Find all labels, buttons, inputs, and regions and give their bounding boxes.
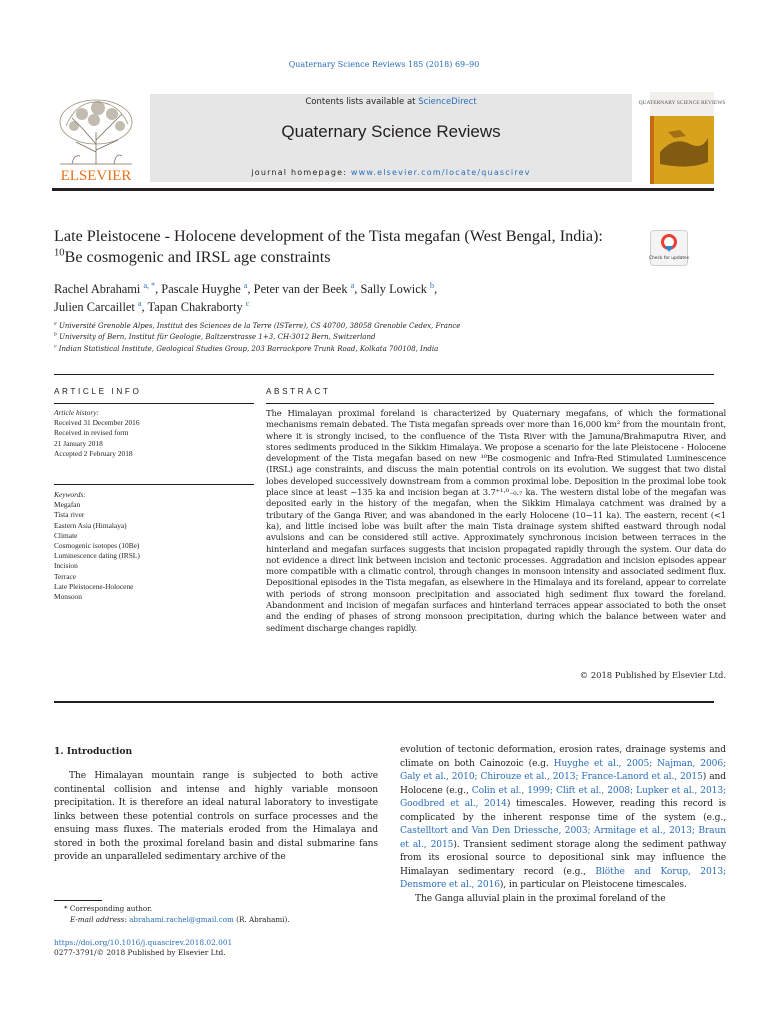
footnote-divider	[54, 900, 102, 901]
journal-homepage-link[interactable]: www.elsevier.com/locate/quascirev	[350, 168, 531, 177]
email-suffix: (R. Abrahami).	[233, 914, 290, 924]
email-link[interactable]: abrahami.rachel@gmail.com	[129, 914, 234, 924]
keyword-item: Cosmogenic isotopes (10Be)	[54, 541, 140, 551]
affiliation-text: Université Grenoble Alpes, Institut des Sciences de la Terre (ISTerre), CS 40700, 38058 Grenoble Cedex, France	[58, 322, 461, 330]
history-item: Received 31 December 2016	[54, 418, 140, 428]
author-name: Pascale Huyghe	[161, 282, 241, 296]
affiliation-mark: a	[54, 321, 57, 327]
keyword-item: Eastern Asia (Himalaya)	[54, 520, 127, 530]
text-run: ) timescales. However, reading this record is complicated by the inherent response time of the system (e.g.,	[400, 799, 726, 823]
article-info-divider	[54, 403, 254, 404]
elsevier-wordmark: ELSEVIER	[60, 168, 132, 184]
keyword-item: Megafan	[54, 500, 81, 510]
author-name: Tapan Chakraborty	[147, 300, 243, 314]
article-info-heading: ARTICLE INFO	[54, 387, 142, 396]
corresponding-author-footnote	[54, 904, 290, 925]
text-run: ) and Holocene (e.g.,	[400, 772, 726, 796]
homepage-prefix: journal homepage:	[251, 168, 351, 177]
text-run: evolution of tectonic deformation, erosion rates, drainage systems and climate on both Cainozoic (e.g.	[400, 745, 726, 769]
affiliation-mark: c	[54, 344, 57, 350]
issn-line: 0277-3791/© 2018 Published by Elsevier Ltd.	[54, 948, 226, 958]
history-item: 21 January 2018	[54, 438, 103, 448]
author-list: Rachel Abrahami $^{a, *}$, Pascale Huyghe $^a$, Peter van der Beek $^a$, Sally Lowick $^b$, Julien Carcaillet $^a$, Tapan Chakraborty $^c$	[54, 280, 438, 314]
journal-reference-link[interactable]: Quaternary Science Reviews 185 (2018) 69–90	[288, 60, 480, 69]
journal-cover-thumbnail[interactable]	[638, 92, 726, 184]
contents-available-line	[150, 97, 632, 107]
author-name: Peter van der Beek	[253, 282, 348, 296]
affiliation-b	[54, 333, 694, 341]
author-affiliation-mark[interactable]: a	[137, 298, 142, 308]
keyword-item: Luminescence dating (IRSL)	[54, 551, 140, 561]
journal-homepage-line	[150, 168, 632, 177]
crossmark-label: Check for updates	[648, 256, 690, 261]
citation-link[interactable]: Huyghe et al., 2005; Najman, 2006; Galy et al., 2010; Chirouze et al., 2013; France-Lanord et al., 2015	[400, 758, 726, 783]
check-for-updates-icon[interactable]	[650, 230, 688, 266]
history-item: Accepted 2 February 2018	[54, 448, 133, 458]
affiliation-mark: b	[54, 332, 57, 338]
text-run: ), in particular on Pleistocene timescales.	[499, 880, 687, 891]
history-label: Article history:	[54, 408, 99, 417]
citation-link[interactable]: Castelltort and Van Den Driessche, 2003; Armitage et al., 2013; Braun et al., 2015	[400, 826, 726, 850]
email-label: E-mail address:	[70, 914, 127, 924]
cover-title: QUATERNARY SCIENCE REVIEWS	[638, 100, 726, 106]
affiliation-text: University of Bern, Institut für Geologie, Baltzerstrasse 1+3, CH-3012 Bern, Switzerland	[59, 333, 376, 341]
keyword-item: Tista river	[54, 510, 85, 520]
footnote-mark: *	[64, 904, 68, 913]
author-affiliation-mark[interactable]: a, *	[143, 280, 156, 290]
author-affiliation-mark[interactable]: a	[350, 280, 355, 290]
title-part-1: Late Pleistocene - Holocene development of the Tista megafan (West Bengal, India):	[54, 227, 603, 245]
author-name: Rachel Abrahami	[54, 282, 141, 296]
footnote-label: Corresponding author.	[69, 904, 153, 913]
doi-block	[54, 938, 232, 959]
title-isotope-mass: 10	[54, 247, 65, 259]
contents-prefix: Contents lists available at	[305, 97, 419, 107]
introduction-right-column	[400, 744, 726, 907]
abstract-divider	[266, 403, 714, 404]
masthead-center-panel	[150, 94, 632, 182]
author-affiliation-mark[interactable]: a	[243, 280, 248, 290]
keyword-item: Climate	[54, 530, 78, 540]
introduction-left-column: The Himalayan mountain range is subjected to both active continental collision and intense and highly variable monsoon precipitation. It is therefore an ideal natural laboratory to investigate links between these potential controls on surface processes and the ensuing mass fluxes. The materials eroded from the Himalaya and stored in both the proximal foreland basin and distal submarine fans provide an unparalleled sedimentary archive of the	[54, 771, 378, 863]
author-name: Sally Lowick	[360, 282, 427, 296]
title-part-2: Be cosmogenic and IRSL age constraints	[64, 248, 331, 266]
article-title	[54, 226, 634, 268]
affiliation-c	[54, 345, 694, 353]
sciencedirect-link[interactable]: ScienceDirect	[418, 97, 477, 107]
paragraph	[400, 744, 726, 893]
keywords-divider	[54, 484, 254, 485]
author-name: Julien Carcaillet	[54, 300, 135, 314]
elsevier-tree-logo	[52, 92, 140, 184]
affiliation-text: Indian Statistical Institute, Geological Studies Group, 203 Barrackpore Trunk Road, Kolkata 700108, India	[58, 345, 439, 353]
citation-link[interactable]: Blöthe and Korup, 2013; Densmore et al., 2016	[400, 866, 726, 891]
masthead-divider	[52, 188, 714, 191]
text-run: ). Transient sediment storage along the sediment pathway from its erosional source to depositional sink may influence the Himalayan sedimentary record (e.g.,	[400, 839, 727, 877]
keywords-label: Keywords:	[54, 490, 86, 499]
keyword-item: Terrace	[54, 571, 77, 581]
keyword-item: Incision	[54, 561, 78, 571]
abstract-heading: ABSTRACT	[266, 387, 331, 396]
keywords-list	[54, 490, 254, 602]
affiliation-a	[54, 322, 694, 330]
author-affiliation-mark[interactable]: b	[430, 280, 435, 290]
keyword-item: Monsoon	[54, 592, 82, 602]
doi-link[interactable]: https://doi.org/10.1016/j.quascirev.2018.02.001	[54, 938, 233, 947]
history-item: Received in revised form	[54, 428, 129, 438]
journal-title: Quaternary Science Reviews	[281, 122, 501, 141]
abstract-text: The Himalayan proximal foreland is characterized by Quaternary megafans, of which the formational mechanisms remain debated. The Tista megafan spreads over more than 16,000 km² from the mountain front, where it is strongly incised, to the confluence of the Tista River with the Jamuna/Brahmaputra River, and stores sediments produced in the Sikkim Himalaya. We propose a scenario for the late Pleistocene - Holocene development of the Tista megafan based on new ¹⁰Be cosmogenic and Infra-Red Stimulated Luminescence (IRSL) age constraints, and discuss the main potential controls on its evolution. We suggest that two distal lobes developed successively downstream from a common proximal lobe. Deposition in the proximal lobe took place since at least ~135 ka and incision began at 3.7⁺¹·⁰₋₀.₇ ka. The western distal lobe of the megafan was deposited early in the history of the megafan, when the Sikkim Himalaya catchment was drained by a tributary of the Ganga River, and was abandoned in the early Holocene (10−11 ka). The eastern, recent (<1 ka), and little incised lobe was built after the main Tista drainage system shifted eastward through nodal avulsions and can be considered still active. Approximately synchronous incision between terraces in the hinterland and megafan surfaces suggests that incision propagated rapidly through the system. Our data do not evidence a direct link between incision and tectonic processes. Aggradation and incision episodes appear more compatible with a climatic control, through changes in monsoon intensity and associated sediment flux. Depositional episodes in the Tista megafan, as elsewhere in the Himalaya and its foreland, appear to correlate with periods of strong monsoon precipitation and associated high sediment flux toward the foreland. Abandonment and incision of megafan surfaces and hinterland terraces appear associated to both the onset and the ending of phases of strong monsoon precipitation, during which the balance between water and sediment discharge changes rapidly.	[266, 408, 726, 633]
section-divider	[54, 701, 714, 703]
keyword-item: Late Pleistocene-Holocene	[54, 581, 134, 591]
copyright-notice: © 2018 Published by Elsevier Ltd.	[579, 670, 726, 680]
article-history	[54, 408, 254, 459]
section-divider	[54, 374, 714, 375]
journal-masthead	[52, 92, 726, 186]
introduction-heading: 1. Introduction	[54, 746, 133, 757]
author-affiliation-mark[interactable]: c	[245, 298, 250, 308]
paragraph: The Ganga alluvial plain in the proximal foreland of the	[415, 894, 666, 905]
citation-link[interactable]: Colin et al., 1999; Clift et al., 2008; Lupker et al., 2013; Goodbred et al., 2014	[400, 785, 726, 810]
